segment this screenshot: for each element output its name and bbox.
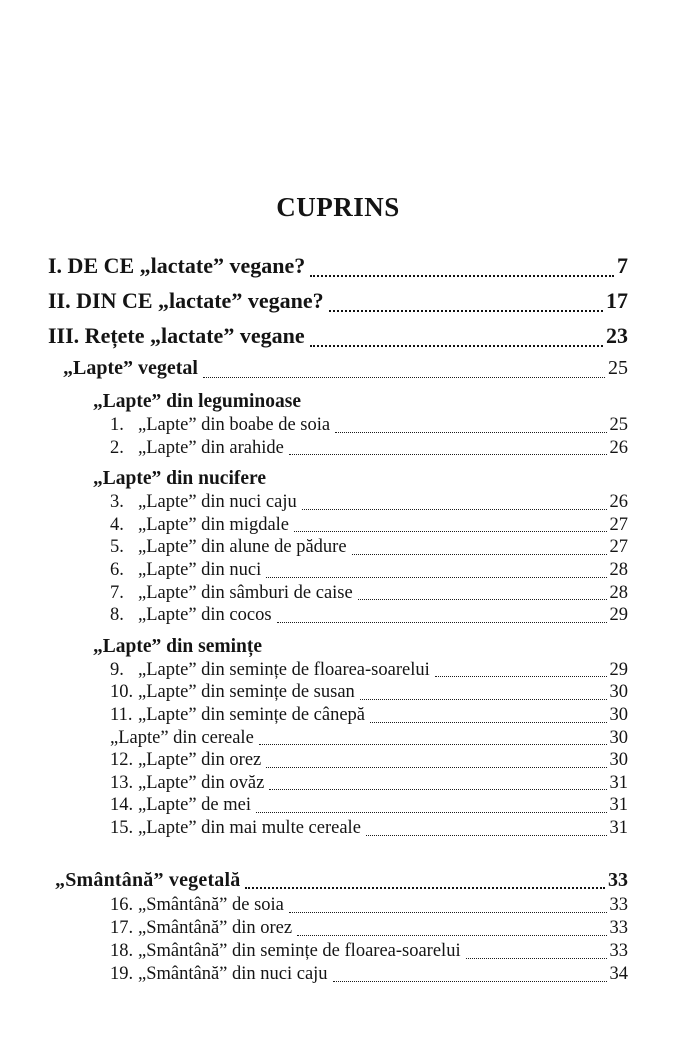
- entry-label: „Lapte” din semințe: [93, 635, 263, 657]
- entry-marker: 1.: [110, 415, 124, 435]
- entry-label: „Lapte” din mai multe cereale: [138, 817, 361, 838]
- toc-entry-item: [48, 659, 628, 682]
- toc-entry-item: [48, 582, 628, 605]
- entry-page: 25: [609, 415, 628, 435]
- entry-marker: 7.: [110, 582, 124, 603]
- dot-leader: [256, 812, 607, 813]
- entry-label: „Lapte” vegetal: [63, 357, 198, 379]
- toc-entry-item: [48, 536, 628, 559]
- dot-leader: [266, 577, 606, 578]
- dot-leader: [294, 531, 606, 532]
- dot-leader: [466, 958, 607, 959]
- entry-label: „Lapte” din nuci: [138, 559, 262, 580]
- entry-label: „Lapte” din nucifere: [93, 468, 266, 490]
- dot-leader: [333, 981, 607, 982]
- entry-page: 30: [609, 682, 628, 703]
- toc-entry-subsection: [48, 389, 628, 414]
- entry-page: 25: [608, 357, 628, 379]
- entry-label: „Lapte” din orez: [138, 750, 262, 771]
- entry-label: „Lapte” din cocos: [138, 605, 272, 626]
- entry-marker: 15.: [110, 817, 134, 838]
- entry-page: 29: [609, 659, 628, 680]
- toc-entry-item: [48, 749, 628, 772]
- dot-leader: [259, 744, 607, 745]
- toc-entry-item: [48, 414, 628, 437]
- toc-entry-item: [48, 704, 628, 727]
- entry-page: 33: [609, 940, 628, 961]
- entry-page: 26: [609, 492, 628, 513]
- dot-leader: [352, 554, 607, 555]
- entry-label: „Smântână” din nuci caju: [138, 963, 328, 984]
- entry-marker: 19.: [110, 963, 134, 984]
- toc-entry-item: [48, 894, 628, 917]
- entry-page: 23: [606, 323, 628, 348]
- dot-leader: [289, 454, 607, 455]
- entry-page: 17: [606, 288, 628, 313]
- dot-leader: [366, 835, 607, 836]
- entry-page: 31: [609, 817, 628, 838]
- dot-leader: [269, 789, 606, 790]
- entry-marker: 18.: [110, 940, 134, 961]
- entry-marker: 5.: [110, 537, 124, 558]
- dot-leader: [435, 676, 607, 677]
- entry-page: 33: [609, 917, 628, 938]
- entry-page: 30: [609, 750, 628, 771]
- entry-label: „Lapte” din semințe de floarea-soarelui: [138, 659, 430, 680]
- toc-entry-item: [48, 917, 628, 940]
- entry-marker: 13.: [110, 772, 134, 793]
- toc-list: [48, 248, 628, 986]
- dot-leader: [289, 912, 607, 913]
- dot-leader: [310, 275, 614, 277]
- toc-entry-item: [48, 963, 628, 986]
- dot-leader: [360, 699, 607, 700]
- toc-entry-section: [48, 355, 628, 382]
- entry-marker: 3.: [110, 492, 124, 513]
- entry-marker: 12.: [110, 750, 134, 771]
- entry-label: „Lapte” din leguminoase: [93, 391, 302, 412]
- entry-page: 30: [609, 727, 628, 748]
- toc-entry-subsection: [48, 634, 628, 659]
- toc-entry-item: [48, 514, 628, 537]
- dot-leader: [310, 345, 603, 347]
- entry-marker: 8.: [110, 605, 124, 626]
- toc-entry-chapter: [48, 283, 628, 318]
- entry-label: „Lapte” din semințe de susan: [138, 682, 355, 703]
- entry-label: „Lapte” din alune de pădure: [138, 537, 347, 558]
- entry-label: I. DE CE „lactate” vegane?: [48, 253, 306, 278]
- entry-label: „Smântână” din orez: [138, 917, 293, 938]
- entry-page: 28: [609, 559, 628, 580]
- entry-marker: 4.: [110, 514, 124, 535]
- entry-page: 29: [609, 605, 628, 626]
- dot-leader: [266, 767, 606, 768]
- entry-label: II. DIN CE „lactate” vegane?: [48, 288, 324, 313]
- toc-entry-item: [48, 491, 628, 514]
- entry-label: „Smântână” vegetală: [55, 868, 241, 891]
- toc-entry-subsection: [48, 466, 628, 491]
- entry-page: 34: [609, 963, 628, 984]
- entry-marker: 11.: [110, 704, 133, 725]
- entry-label: „Lapte” din arahide: [138, 437, 284, 458]
- toc-entry-item: [48, 772, 628, 795]
- entry-page: 28: [609, 582, 628, 603]
- toc-entry-item: [48, 940, 628, 963]
- dot-leader: [370, 722, 606, 723]
- entry-marker: 16.: [110, 894, 134, 915]
- entry-page: 31: [609, 772, 628, 793]
- dot-leader: [329, 310, 603, 312]
- toc-entry-item: [48, 437, 628, 460]
- toc-entry-item: [48, 604, 628, 627]
- entry-label: „Lapte” din boabe de soia: [138, 415, 331, 435]
- toc-entry-item: [48, 681, 628, 704]
- entry-marker: 10.: [110, 682, 134, 703]
- entry-marker: 14.: [110, 795, 134, 816]
- entry-page: 31: [609, 795, 628, 816]
- page-title: CUPRINS: [276, 192, 400, 222]
- toc-entry-section: [48, 866, 628, 894]
- toc-entry-chapter: [48, 318, 628, 353]
- entry-label: III. Rețete „lactate” vegane: [48, 323, 305, 348]
- entry-marker: 9.: [110, 659, 124, 680]
- entry-label: „Lapte” de mei: [138, 795, 251, 816]
- entry-page: 7: [617, 253, 628, 278]
- entry-label: „Lapte” din nuci caju: [138, 492, 297, 513]
- dot-leader: [277, 622, 607, 623]
- entry-page: 27: [609, 537, 628, 558]
- entry-page: 33: [608, 868, 628, 891]
- entry-label: „Smântână” din semințe de floarea-soarelui: [138, 940, 461, 961]
- entry-label: „Lapte” din sâmburi de caise: [138, 582, 353, 603]
- entry-marker: 6.: [110, 559, 124, 580]
- dot-leader: [297, 935, 606, 936]
- entry-label: „Lapte” din cereale: [110, 727, 254, 748]
- entry-page: 26: [609, 437, 628, 458]
- dot-leader: [245, 887, 605, 889]
- entry-marker: 17.: [110, 917, 134, 938]
- entry-label: „Lapte” din migdale: [138, 514, 290, 535]
- dot-leader: [335, 432, 606, 433]
- dot-leader: [302, 509, 607, 510]
- entry-label: „Smântână” de soia: [138, 894, 284, 915]
- entry-label: „Lapte” din ovăz: [138, 772, 265, 793]
- toc-entry-item: [48, 559, 628, 582]
- entry-page: 33: [609, 894, 628, 915]
- entry-marker: 2.: [110, 437, 124, 458]
- toc-entry-item-plain: [48, 727, 628, 750]
- dot-leader: [358, 599, 607, 600]
- entry-page: 30: [609, 704, 628, 725]
- toc-entry-chapter: [48, 248, 628, 283]
- entry-page: 27: [609, 514, 628, 535]
- toc-entry-item: [48, 817, 628, 840]
- dot-leader: [203, 377, 605, 378]
- entry-label: „Lapte” din semințe de cânepă: [138, 704, 366, 725]
- toc-entry-item: [48, 794, 628, 817]
